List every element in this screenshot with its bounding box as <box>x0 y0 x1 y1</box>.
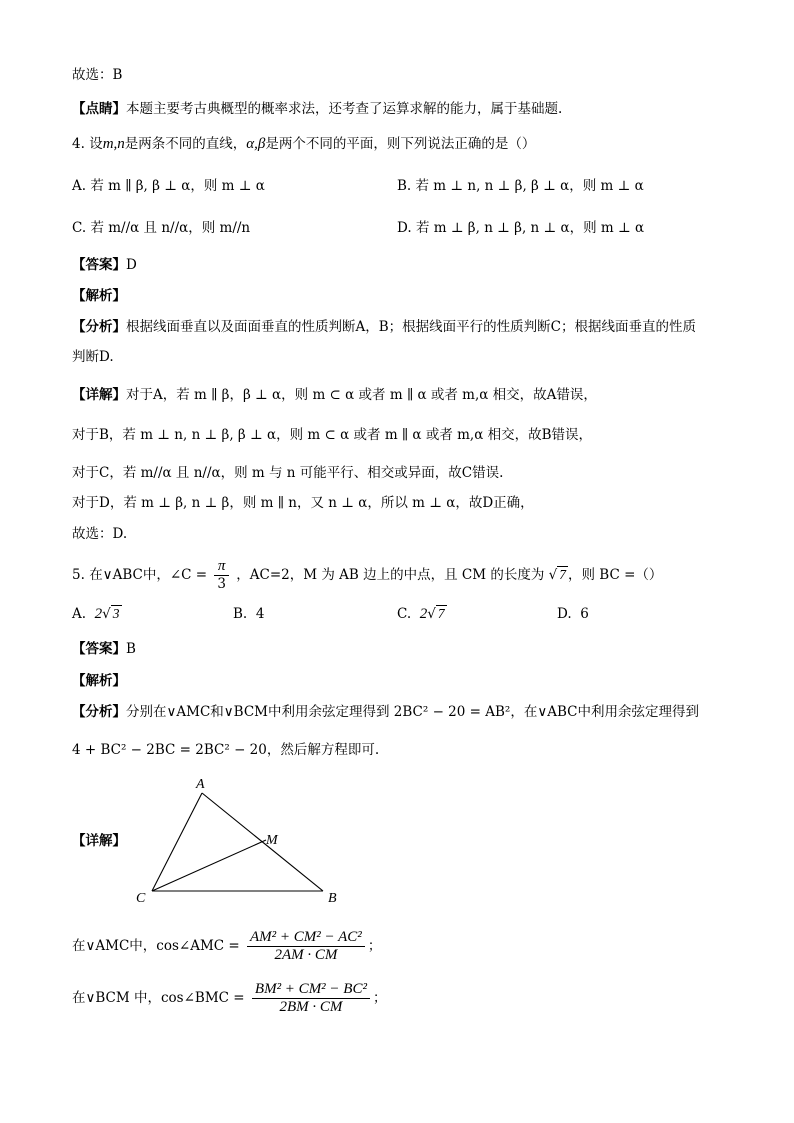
q5-eq1-num: AM² + CM² − AC² <box>247 929 365 947</box>
q5-stem-a: 在∨ABC中，∠C = <box>89 567 208 583</box>
q5-option-d <box>557 605 589 623</box>
q5-eq1-suffix: ； <box>367 938 382 954</box>
q4-stem-vars: m,n <box>102 136 125 152</box>
q5-angle-fraction <box>214 558 229 593</box>
q4-stem-mid: 是两条不同的直线， <box>124 136 247 152</box>
q5-option-c <box>397 605 447 623</box>
q4-fenxi-tag: 【分析】 <box>72 319 126 335</box>
q4-answer-tag: 【答案】 <box>72 257 126 273</box>
q4-stem-prefix: 设 <box>89 136 103 152</box>
q5-eq1-fraction <box>247 929 365 964</box>
q5-option-d-text: 6 <box>580 606 589 622</box>
q4-option-c <box>72 219 250 237</box>
dianjing-line <box>72 100 562 118</box>
q5-stem <box>72 556 662 594</box>
q4-fenxi-text1: 根据线面垂直以及面面垂直的性质判断A，B；根据线面平行的性质判断C；根据线面垂直的性质 <box>126 319 696 335</box>
q5-xiangjie-tag <box>72 832 126 850</box>
q4-jiexi-tag-text: 【解析】 <box>72 288 126 304</box>
q5-number: 5. <box>72 567 85 583</box>
q5-frac-num: π <box>214 558 229 576</box>
q4-detail-b: 对于B，若 m ⊥ n, n ⊥ β, β ⊥ α，则 m ⊂ α 或者 m ∥ α 或者 m,α 相交，故B错误， <box>72 427 593 443</box>
q4-detail-a <box>72 386 597 404</box>
q4-option-d-label: D. <box>397 220 412 236</box>
q5-option-b-text: 4 <box>255 606 265 622</box>
q5-eq2-suffix: ； <box>372 990 387 1006</box>
q5-eq2-fraction <box>252 981 370 1016</box>
q5-eq2-den: 2BM · CM <box>279 999 343 1015</box>
q5-option-c-coef: 2 <box>419 606 428 622</box>
q5-option-c-label: C. <box>397 606 412 622</box>
dianjing-text: 本题主要考古典概型的概率求法，还考查了运算求解的能力，属于基础题. <box>126 101 563 117</box>
q5-answer-tag: 【答案】 <box>72 641 126 657</box>
q4-answer-line <box>72 256 137 274</box>
q5-option-b <box>233 605 264 623</box>
q4-stem-planes: α,β <box>246 136 266 152</box>
q5-option-c-rad: 7 <box>437 606 445 621</box>
vertex-b-label: B <box>328 891 337 906</box>
edge-ca <box>152 793 202 891</box>
q5-stem-c: ，则 BC =（） <box>568 567 663 583</box>
q5-fenxi-text1: 分别在∨AMC和∨BCM中利用余弦定理得到 2BC² − 20 = AB²，在∨ABC中利用余弦定理得到 <box>126 704 699 720</box>
q4-detail-c: 对于C，若 m//α 且 n//α，则 m 与 n 可能平行、相交或异面，故C错误. <box>72 465 504 481</box>
q4-fenxi-line2: 判断D. <box>72 349 114 365</box>
vertex-a-label: A <box>196 777 205 792</box>
q4-option-c-label: C. <box>72 220 87 236</box>
q5-jiexi-tag <box>72 672 126 690</box>
q5-eq1-den: 2AM · CM <box>274 947 338 963</box>
q4-xiangjie-tag: 【详解】 <box>72 387 126 403</box>
q5-fenxi-line2: 4 + BC² − 2BC = 2BC² − 20，然后解方程即可. <box>72 742 380 758</box>
q5-eq2 <box>72 978 386 1018</box>
q4-option-d-text: 若 m ⊥ β, n ⊥ β, n ⊥ α，则 m ⊥ α <box>415 220 645 236</box>
q4-detail-a-text: 对于A，若 m ∥ β，β ⊥ α，则 m ⊂ α 或者 m ∥ α 或者 m,α 相交，故A错误， <box>126 387 597 403</box>
q5-option-b-label: B. <box>233 606 248 622</box>
q4-number: 4. <box>72 136 85 152</box>
q4-jiexi-tag <box>72 287 126 305</box>
q5-option-a-coef: 2 <box>94 606 103 622</box>
q4-option-b-text: 若 m ⊥ n, n ⊥ β, β ⊥ α，则 m ⊥ α <box>415 178 644 194</box>
q5-eq2-num: BM² + CM² − BC² <box>252 981 370 999</box>
q5-option-a-rad: 3 <box>112 606 120 621</box>
q5-eq2-prefix: 在∨BCM 中，cos∠BMC = <box>72 990 245 1006</box>
q5-option-a-label: A. <box>72 606 87 622</box>
q5-answer: B <box>126 641 136 657</box>
q5-option-a <box>72 605 122 623</box>
answer-choice-prev: 故选：B <box>72 67 123 83</box>
q5-sqrt7-rad: 7 <box>559 567 566 582</box>
q5-option-d-label: D. <box>557 606 572 622</box>
q5-fenxi-line1 <box>72 703 699 721</box>
q4-answer: D <box>126 257 137 273</box>
q4-detail-d: 对于D，若 m ⊥ β, n ⊥ β，则 m ∥ n，又 n ⊥ α，所以 m ⊥ α，故D正确， <box>72 495 534 511</box>
vertex-m-label: M <box>266 833 278 848</box>
q5-jiexi-tag-text: 【解析】 <box>72 673 126 689</box>
triangle-figure <box>130 772 350 907</box>
q5-eq1 <box>72 926 381 966</box>
dianjing-tag: 【点睛】 <box>72 101 126 117</box>
q5-eq1-prefix: 在∨AMC中，cos∠AMC = <box>72 938 240 954</box>
q4-conclusion: 故选：D. <box>72 526 128 542</box>
median-cm <box>152 840 266 891</box>
q5-xiangjie-tag-text: 【详解】 <box>72 833 126 849</box>
vertex-c-label: C <box>136 891 146 906</box>
q5-answer-line <box>72 640 136 658</box>
q4-stem <box>72 135 535 153</box>
q4-stem-suffix: 是两个不同的平面，则下列说法正确的是（） <box>265 136 536 152</box>
q4-option-c-text: 若 m//α 且 n//α，则 m//n <box>90 220 251 236</box>
q4-fenxi-line1 <box>72 318 696 336</box>
q4-option-a-text: 若 m ∥ β, β ⊥ α，则 m ⊥ α <box>90 178 265 194</box>
q5-frac-den: 3 <box>217 576 226 592</box>
q4-option-b-label: B. <box>397 178 412 194</box>
q4-option-b <box>397 177 644 195</box>
q4-option-d <box>397 219 644 237</box>
q5-option-a-sqrt: √ 3 <box>102 606 120 622</box>
q4-option-a-label: A. <box>72 178 87 194</box>
q5-stem-b: ，AC=2，M 为 AB 边上的中点，且 CM 的长度为 <box>236 567 545 583</box>
q5-sqrt7: √ 7 <box>548 567 566 583</box>
q5-option-c-sqrt: √ 7 <box>427 606 445 622</box>
q5-fenxi-tag: 【分析】 <box>72 704 126 720</box>
q4-option-a <box>72 177 265 195</box>
